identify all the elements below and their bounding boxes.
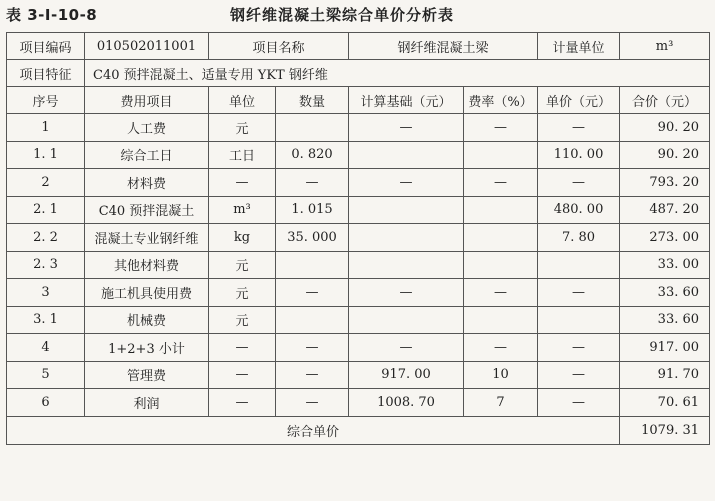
unit-value: m³ bbox=[620, 33, 710, 60]
cell-item: 管理费 bbox=[85, 361, 209, 389]
cell-base: — bbox=[349, 334, 464, 362]
cell-item: 利润 bbox=[85, 389, 209, 417]
code-label: 项目编码 bbox=[7, 33, 85, 60]
col-header-no: 序号 bbox=[7, 87, 85, 114]
col-header-rate: 费率（%） bbox=[464, 87, 538, 114]
cell-price: 110. 00 bbox=[538, 141, 620, 169]
cell-item: 1+2+3 小计 bbox=[85, 334, 209, 362]
cell-qty bbox=[276, 306, 349, 334]
cell-qty bbox=[276, 251, 349, 279]
col-header-price: 单价（元） bbox=[538, 87, 620, 114]
total-row bbox=[7, 416, 710, 444]
cell-qty: — bbox=[276, 361, 349, 389]
cell-total: 90. 20 bbox=[620, 141, 710, 169]
cell-price: — bbox=[538, 279, 620, 307]
cell-rate bbox=[464, 196, 538, 224]
table-row bbox=[7, 306, 710, 334]
cell-no: 1 bbox=[7, 114, 85, 142]
unit-price-analysis-table bbox=[6, 32, 710, 445]
cell-total: 273. 00 bbox=[620, 224, 710, 252]
table-row bbox=[7, 334, 710, 362]
name-label: 项目名称 bbox=[209, 33, 349, 60]
cell-price: — bbox=[538, 334, 620, 362]
cell-item: C40 预拌混凝土 bbox=[85, 196, 209, 224]
table-row bbox=[7, 389, 710, 417]
col-header-base: 计算基础（元） bbox=[349, 87, 464, 114]
cell-item: 混凝土专业钢纤维 bbox=[85, 224, 209, 252]
cell-qty: — bbox=[276, 334, 349, 362]
cell-qty: — bbox=[276, 279, 349, 307]
table-row bbox=[7, 141, 710, 169]
cell-base: — bbox=[349, 169, 464, 197]
column-header-row bbox=[7, 87, 710, 114]
cell-price bbox=[538, 251, 620, 279]
cell-base: — bbox=[349, 279, 464, 307]
cell-price: — bbox=[538, 389, 620, 417]
cell-price: 480. 00 bbox=[538, 196, 620, 224]
cell-total: 33. 60 bbox=[620, 279, 710, 307]
cell-unit: kg bbox=[209, 224, 276, 252]
cell-no: 2. 1 bbox=[7, 196, 85, 224]
total-label: 综合单价 bbox=[7, 416, 620, 444]
cell-price: — bbox=[538, 114, 620, 142]
cell-base bbox=[349, 251, 464, 279]
cell-unit: — bbox=[209, 334, 276, 362]
cell-rate: — bbox=[464, 169, 538, 197]
name-value: 钢纤维混凝土梁 bbox=[349, 33, 538, 60]
cell-item: 其他材料费 bbox=[85, 251, 209, 279]
cell-total: 917. 00 bbox=[620, 334, 710, 362]
cell-base bbox=[349, 306, 464, 334]
cell-qty bbox=[276, 114, 349, 142]
cell-item: 综合工日 bbox=[85, 141, 209, 169]
cell-base: 917. 00 bbox=[349, 361, 464, 389]
cell-rate: 7 bbox=[464, 389, 538, 417]
cell-no: 4 bbox=[7, 334, 85, 362]
cell-rate: — bbox=[464, 279, 538, 307]
cell-rate bbox=[464, 306, 538, 334]
cell-base: 1008. 70 bbox=[349, 389, 464, 417]
cell-rate: — bbox=[464, 334, 538, 362]
code-value: 010502011001 bbox=[85, 33, 209, 60]
table-row bbox=[7, 361, 710, 389]
col-header-item: 费用项目 bbox=[85, 87, 209, 114]
cell-unit: 元 bbox=[209, 279, 276, 307]
cell-qty: 1. 015 bbox=[276, 196, 349, 224]
cell-qty: 0. 820 bbox=[276, 141, 349, 169]
cell-qty: — bbox=[276, 389, 349, 417]
cell-rate bbox=[464, 141, 538, 169]
cell-no: 3. 1 bbox=[7, 306, 85, 334]
table-row bbox=[7, 279, 710, 307]
cell-qty: — bbox=[276, 169, 349, 197]
cell-unit: 元 bbox=[209, 251, 276, 279]
total-value: 1079. 31 bbox=[620, 416, 710, 444]
cell-no: 1. 1 bbox=[7, 141, 85, 169]
table-row bbox=[7, 169, 710, 197]
cell-total: 70. 61 bbox=[620, 389, 710, 417]
cell-unit: 元 bbox=[209, 114, 276, 142]
cell-rate: — bbox=[464, 114, 538, 142]
unit-label: 计量单位 bbox=[538, 33, 620, 60]
col-header-unit: 单位 bbox=[209, 87, 276, 114]
cell-base: — bbox=[349, 114, 464, 142]
cell-rate bbox=[464, 251, 538, 279]
table-row bbox=[7, 251, 710, 279]
cell-rate: 10 bbox=[464, 361, 538, 389]
cell-item: 人工费 bbox=[85, 114, 209, 142]
feature-label: 项目特征 bbox=[7, 60, 85, 87]
cell-unit: m³ bbox=[209, 196, 276, 224]
table-row bbox=[7, 114, 710, 142]
cell-unit: — bbox=[209, 169, 276, 197]
table-caption bbox=[0, 0, 715, 28]
cell-no: 2 bbox=[7, 169, 85, 197]
cell-unit: — bbox=[209, 361, 276, 389]
cell-no: 2. 2 bbox=[7, 224, 85, 252]
cell-unit: 元 bbox=[209, 306, 276, 334]
cell-no: 2. 3 bbox=[7, 251, 85, 279]
cell-no: 5 bbox=[7, 361, 85, 389]
table-row bbox=[7, 196, 710, 224]
cell-item: 材料费 bbox=[85, 169, 209, 197]
cell-unit: — bbox=[209, 389, 276, 417]
cell-price: 7. 80 bbox=[538, 224, 620, 252]
col-header-total: 合价（元） bbox=[620, 87, 710, 114]
cell-item: 施工机具使用费 bbox=[85, 279, 209, 307]
cell-price bbox=[538, 306, 620, 334]
table-title: 钢纤维混凝土梁综合单价分析表 bbox=[230, 6, 455, 24]
cell-total: 90. 20 bbox=[620, 114, 710, 142]
cell-price: — bbox=[538, 169, 620, 197]
cell-qty: 35. 000 bbox=[276, 224, 349, 252]
cell-rate bbox=[464, 224, 538, 252]
cell-no: 6 bbox=[7, 389, 85, 417]
cell-base bbox=[349, 196, 464, 224]
cell-unit: 工日 bbox=[209, 141, 276, 169]
table-row bbox=[7, 224, 710, 252]
cell-total: 91. 70 bbox=[620, 361, 710, 389]
header-row-feature bbox=[7, 60, 710, 87]
cell-price: — bbox=[538, 361, 620, 389]
cell-total: 793. 20 bbox=[620, 169, 710, 197]
header-row-code bbox=[7, 33, 710, 60]
cell-no: 3 bbox=[7, 279, 85, 307]
feature-value: C40 预拌混凝土、适量专用 YKT 钢纤维 bbox=[85, 60, 710, 87]
col-header-qty: 数量 bbox=[276, 87, 349, 114]
cell-base bbox=[349, 141, 464, 169]
cell-item: 机械费 bbox=[85, 306, 209, 334]
cell-total: 487. 20 bbox=[620, 196, 710, 224]
cell-base bbox=[349, 224, 464, 252]
table-number: 表 3-Ⅰ-10-8 bbox=[6, 6, 98, 24]
cell-total: 33. 00 bbox=[620, 251, 710, 279]
cell-total: 33. 60 bbox=[620, 306, 710, 334]
